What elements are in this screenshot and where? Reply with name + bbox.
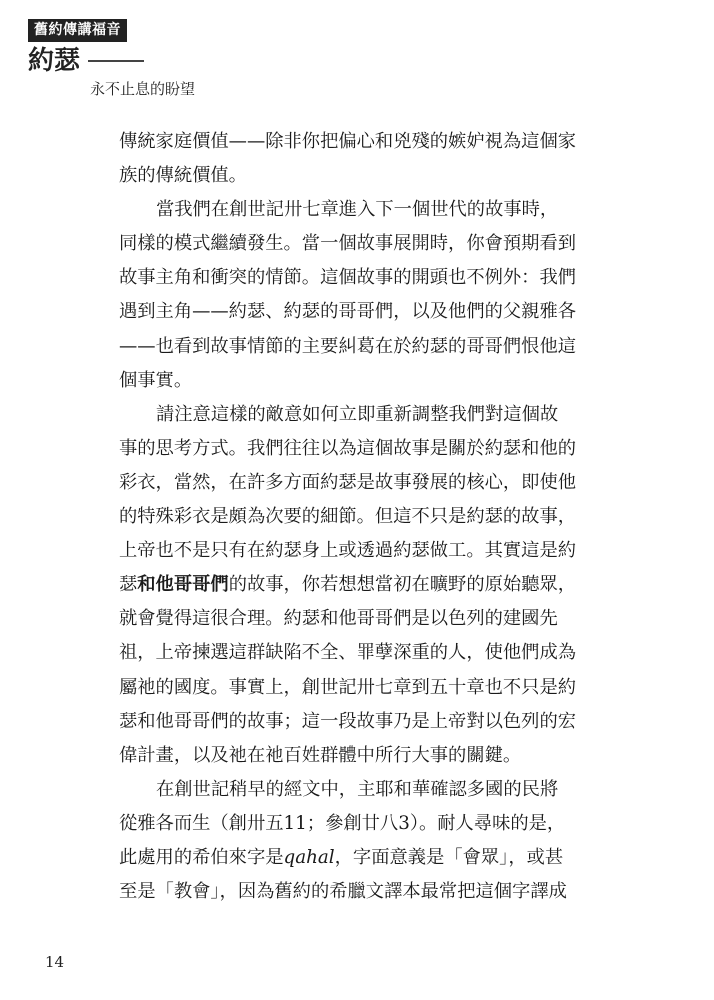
text-line: 傳統家庭價值——除非你把偏心和兇殘的嫉妒視為這個家 xyxy=(119,131,577,152)
book-title: 約瑟 xyxy=(28,46,81,76)
text-line: 同樣的模式繼續發生。當一個故事展開時，你會預期看到 xyxy=(119,233,577,255)
text-line: 在創世記稍早的經文中，主耶和華確認多國的民將 xyxy=(156,778,559,800)
text-line: 個事實。 xyxy=(119,369,193,391)
text-line xyxy=(119,568,607,602)
text-line: 請注意這樣的敵意如何立即重新調整我們對這個故 xyxy=(156,403,559,425)
book-title-block xyxy=(28,45,144,77)
emphasis-bold: 和他哥哥們 xyxy=(137,574,229,596)
text-line: 族的傳統價值。 xyxy=(119,165,247,187)
text-run: ，字面意義是「會眾」，或甚 xyxy=(334,846,564,868)
book-subtitle: 永不止息的盼望 xyxy=(90,80,196,98)
text-line: 當我們在創世記卅七章進入下一個世代的故事時， xyxy=(156,199,559,221)
text-line: 屬祂的國度。事實上，創世記卅七章到五十章也不只是約 xyxy=(119,676,577,698)
text-line: 從雅各而生（創卅五11；參創廿八3）。耐人尋味的是， xyxy=(119,812,566,834)
text-line: 遇到主角——約瑟、約瑟的哥哥們，以及他們的父親雅各 xyxy=(119,301,577,323)
text-run: 此處用的希伯來字是 xyxy=(119,846,284,868)
text-line: 彩衣，當然，在許多方面約瑟是故事發展的核心，即使他 xyxy=(119,471,577,493)
text-line: ——也看到故事情節的主要糾葛在於約瑟的哥哥們恨他這 xyxy=(119,335,577,357)
text-run: 的故事，你若想想當初在曠野的原始聽眾， xyxy=(228,574,577,596)
text-line: 的特殊彩衣是頗為次要的細節。但這不只是約瑟的故事， xyxy=(119,506,577,528)
text-line: 就會覺得這很合理。約瑟和他哥哥們是以色列的建國先 xyxy=(119,608,558,630)
text-line: 至是「教會」，因為舊約的希臘文譯本最常把這個字譯成 xyxy=(119,881,567,903)
title-rule xyxy=(88,60,144,62)
text-run: 瑟 xyxy=(119,574,138,596)
text-line: 故事主角和衝突的情節。這個故事的開頭也不例外：我們 xyxy=(119,267,577,289)
text-line: 祖，上帝揀選這群缺陷不全、罪孽深重的人，使他們成為 xyxy=(119,642,577,664)
emphasis-italic: qahal xyxy=(283,846,335,868)
text-line: 上帝也不是只有在約瑟身上或透過約瑟做工。其實這是約 xyxy=(119,540,577,562)
series-label: 舊約傳講福音 xyxy=(28,19,127,42)
body-text xyxy=(119,125,607,909)
text-line: 瑟和他哥哥們的故事；這一段故事乃是上帝對以色列的宏 xyxy=(119,710,577,732)
page-number: 14 xyxy=(45,953,65,971)
text-line: 事的思考方式。我們往往以為這個故事是關於約瑟和他的 xyxy=(119,437,577,459)
text-line: 偉計畫，以及祂在祂百姓群體中所行大事的關鍵。 xyxy=(119,744,522,766)
text-line xyxy=(119,841,607,875)
